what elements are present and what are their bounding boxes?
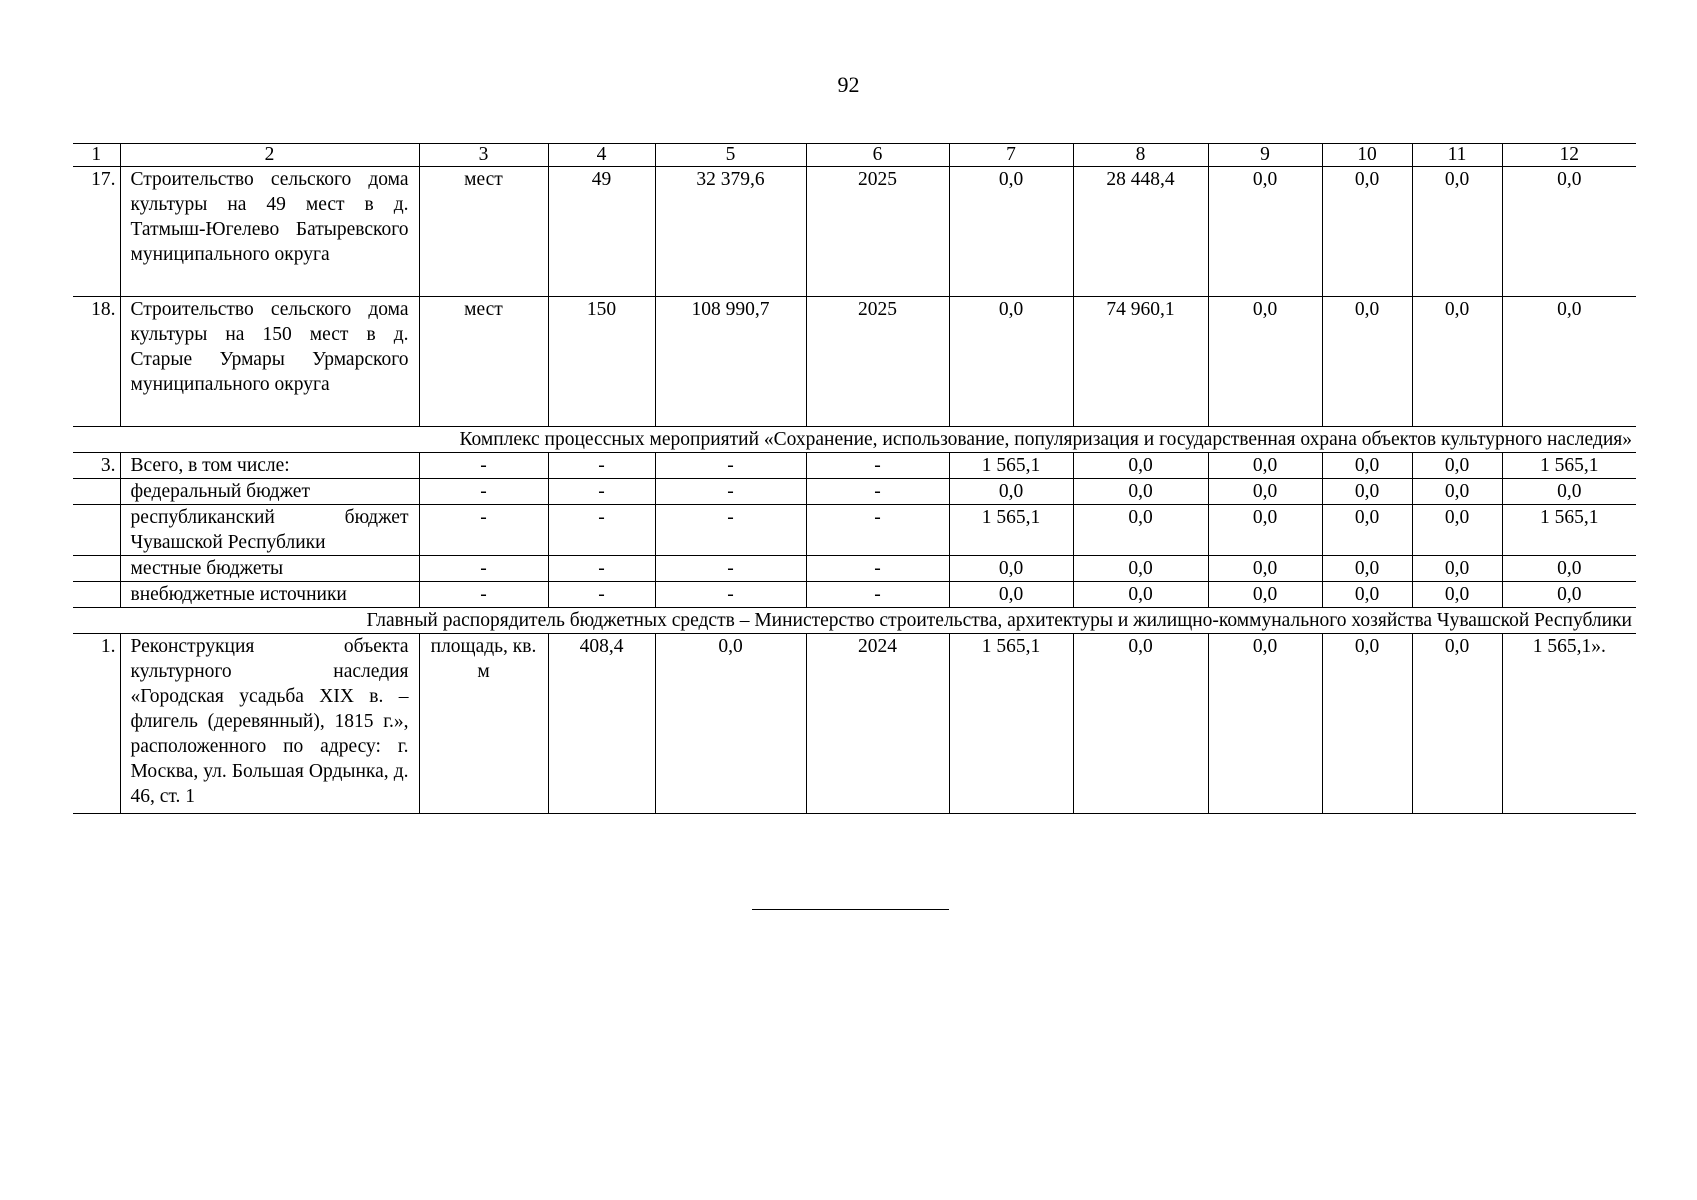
column-number: 4 bbox=[548, 144, 655, 167]
item-name: Строительство сельского дома культуры на 150 мест в д. Старые Урмары Урмарского муниципального округа bbox=[120, 297, 419, 427]
section-title: Комплекс процессных мероприятий «Сохранение, использование, популяризация и государственная охрана объектов культурного наследия» bbox=[73, 427, 1636, 453]
column-number: 2 bbox=[120, 144, 419, 167]
capacity: 150 bbox=[548, 297, 655, 427]
unit: мест bbox=[419, 167, 548, 297]
row-number: 1. bbox=[73, 634, 120, 814]
row-number bbox=[73, 479, 120, 505]
value-col11: 0,0 bbox=[1412, 479, 1502, 505]
column-number-row bbox=[73, 144, 1636, 167]
cost: 0,0 bbox=[655, 634, 806, 814]
value-col7: 0,0 bbox=[949, 297, 1073, 427]
value-col11: 0,0 bbox=[1412, 634, 1502, 814]
item-name: федеральный бюджет bbox=[120, 479, 419, 505]
value-col7: 0,0 bbox=[949, 582, 1073, 608]
unit: - bbox=[419, 505, 548, 556]
budget-source-row bbox=[73, 582, 1636, 608]
year: - bbox=[806, 453, 949, 479]
capacity: - bbox=[548, 505, 655, 556]
unit: - bbox=[419, 556, 548, 582]
section-header-row bbox=[73, 427, 1636, 453]
value-col8: 0,0 bbox=[1073, 634, 1208, 814]
row-number bbox=[73, 505, 120, 556]
capacity: 49 bbox=[548, 167, 655, 297]
item-name: Всего, в том числе: bbox=[120, 453, 419, 479]
value-col7: 0,0 bbox=[949, 479, 1073, 505]
row-number: 3. bbox=[73, 453, 120, 479]
value-col10: 0,0 bbox=[1322, 479, 1412, 505]
value-col8: 74 960,1 bbox=[1073, 297, 1208, 427]
value-col10: 0,0 bbox=[1322, 297, 1412, 427]
value-col9: 0,0 bbox=[1208, 556, 1322, 582]
subsection-header-row bbox=[73, 608, 1636, 634]
budget-source-row bbox=[73, 556, 1636, 582]
cost: - bbox=[655, 453, 806, 479]
value-col8: 0,0 bbox=[1073, 453, 1208, 479]
value-col8: 0,0 bbox=[1073, 582, 1208, 608]
value-col7: 1 565,1 bbox=[949, 453, 1073, 479]
capacity: 408,4 bbox=[548, 634, 655, 814]
unit: - bbox=[419, 479, 548, 505]
value-col8: 0,0 bbox=[1073, 479, 1208, 505]
cost: - bbox=[655, 556, 806, 582]
column-number: 3 bbox=[419, 144, 548, 167]
value-col12: 0,0 bbox=[1502, 479, 1636, 505]
value-col9: 0,0 bbox=[1208, 582, 1322, 608]
budget-source-row bbox=[73, 479, 1636, 505]
table-row bbox=[73, 167, 1636, 297]
budget-table bbox=[73, 143, 1636, 814]
unit: площадь, кв. м bbox=[419, 634, 548, 814]
item-name: местные бюджеты bbox=[120, 556, 419, 582]
unit: мест bbox=[419, 297, 548, 427]
value-col8: 0,0 bbox=[1073, 556, 1208, 582]
value-col10: 0,0 bbox=[1322, 556, 1412, 582]
value-col11: 0,0 bbox=[1412, 582, 1502, 608]
capacity: - bbox=[548, 582, 655, 608]
year: - bbox=[806, 556, 949, 582]
column-number: 10 bbox=[1322, 144, 1412, 167]
value-col12: 0,0 bbox=[1502, 297, 1636, 427]
value-col10: 0,0 bbox=[1322, 505, 1412, 556]
value-col11: 0,0 bbox=[1412, 505, 1502, 556]
column-number: 12 bbox=[1502, 144, 1636, 167]
item-name: внебюджетные источники bbox=[120, 582, 419, 608]
value-col12: 1 565,1». bbox=[1502, 634, 1636, 814]
cost: 32 379,6 bbox=[655, 167, 806, 297]
value-col7: 0,0 bbox=[949, 556, 1073, 582]
value-col9: 0,0 bbox=[1208, 167, 1322, 297]
year: 2024 bbox=[806, 634, 949, 814]
item-name: Реконструкция объекта культурного наследия «Городская усадьба XIX в. – флигель (деревянный), 1815 г.», расположенного по адресу: г. Москва, ул. Большая Ордынка, д. 46, ст. 1 bbox=[120, 634, 419, 814]
value-col8: 0,0 bbox=[1073, 505, 1208, 556]
year: - bbox=[806, 479, 949, 505]
cost: - bbox=[655, 505, 806, 556]
subsection-title: Главный распорядитель бюджетных средств – Министерство строительства, архитектуры и жилищно-коммунального хозяйства Чувашской Республики bbox=[73, 608, 1636, 634]
table-row bbox=[73, 634, 1636, 814]
column-number: 6 bbox=[806, 144, 949, 167]
value-col10: 0,0 bbox=[1322, 167, 1412, 297]
item-name: республиканский бюджет Чувашской Республики bbox=[120, 505, 419, 556]
value-col7: 1 565,1 bbox=[949, 634, 1073, 814]
value-col12: 0,0 bbox=[1502, 167, 1636, 297]
column-number: 9 bbox=[1208, 144, 1322, 167]
cost: 108 990,7 bbox=[655, 297, 806, 427]
value-col12: 0,0 bbox=[1502, 556, 1636, 582]
value-col12: 1 565,1 bbox=[1502, 453, 1636, 479]
value-col11: 0,0 bbox=[1412, 453, 1502, 479]
row-number bbox=[73, 556, 120, 582]
unit: - bbox=[419, 582, 548, 608]
value-col9: 0,0 bbox=[1208, 297, 1322, 427]
value-col10: 0,0 bbox=[1322, 634, 1412, 814]
value-col10: 0,0 bbox=[1322, 582, 1412, 608]
item-name: Строительство сельского дома культуры на 49 мест в д. Татмыш-Югелево Батыревского муниципального округа bbox=[120, 167, 419, 297]
cost: - bbox=[655, 479, 806, 505]
page-number: 92 bbox=[837, 72, 860, 97]
table-row bbox=[73, 297, 1636, 427]
value-col8: 28 448,4 bbox=[1073, 167, 1208, 297]
budget-source-row bbox=[73, 505, 1636, 556]
row-number bbox=[73, 582, 120, 608]
value-col7: 1 565,1 bbox=[949, 505, 1073, 556]
column-number: 11 bbox=[1412, 144, 1502, 167]
value-col11: 0,0 bbox=[1412, 556, 1502, 582]
total-row bbox=[73, 453, 1636, 479]
value-col9: 0,0 bbox=[1208, 505, 1322, 556]
year: - bbox=[806, 582, 949, 608]
value-col11: 0,0 bbox=[1412, 297, 1502, 427]
unit: - bbox=[419, 453, 548, 479]
year: 2025 bbox=[806, 297, 949, 427]
column-number: 7 bbox=[949, 144, 1073, 167]
value-col11: 0,0 bbox=[1412, 167, 1502, 297]
row-number: 17. bbox=[73, 167, 120, 297]
year: 2025 bbox=[806, 167, 949, 297]
value-col9: 0,0 bbox=[1208, 479, 1322, 505]
value-col12: 0,0 bbox=[1502, 582, 1636, 608]
capacity: - bbox=[548, 453, 655, 479]
cost: - bbox=[655, 582, 806, 608]
value-col12: 1 565,1 bbox=[1502, 505, 1636, 556]
value-col7: 0,0 bbox=[949, 167, 1073, 297]
column-number: 8 bbox=[1073, 144, 1208, 167]
end-divider bbox=[752, 909, 949, 910]
column-number: 5 bbox=[655, 144, 806, 167]
capacity: - bbox=[548, 556, 655, 582]
column-number: 1 bbox=[73, 144, 120, 167]
year: - bbox=[806, 505, 949, 556]
capacity: - bbox=[548, 479, 655, 505]
value-col9: 0,0 bbox=[1208, 453, 1322, 479]
row-number: 18. bbox=[73, 297, 120, 427]
value-col10: 0,0 bbox=[1322, 453, 1412, 479]
value-col9: 0,0 bbox=[1208, 634, 1322, 814]
